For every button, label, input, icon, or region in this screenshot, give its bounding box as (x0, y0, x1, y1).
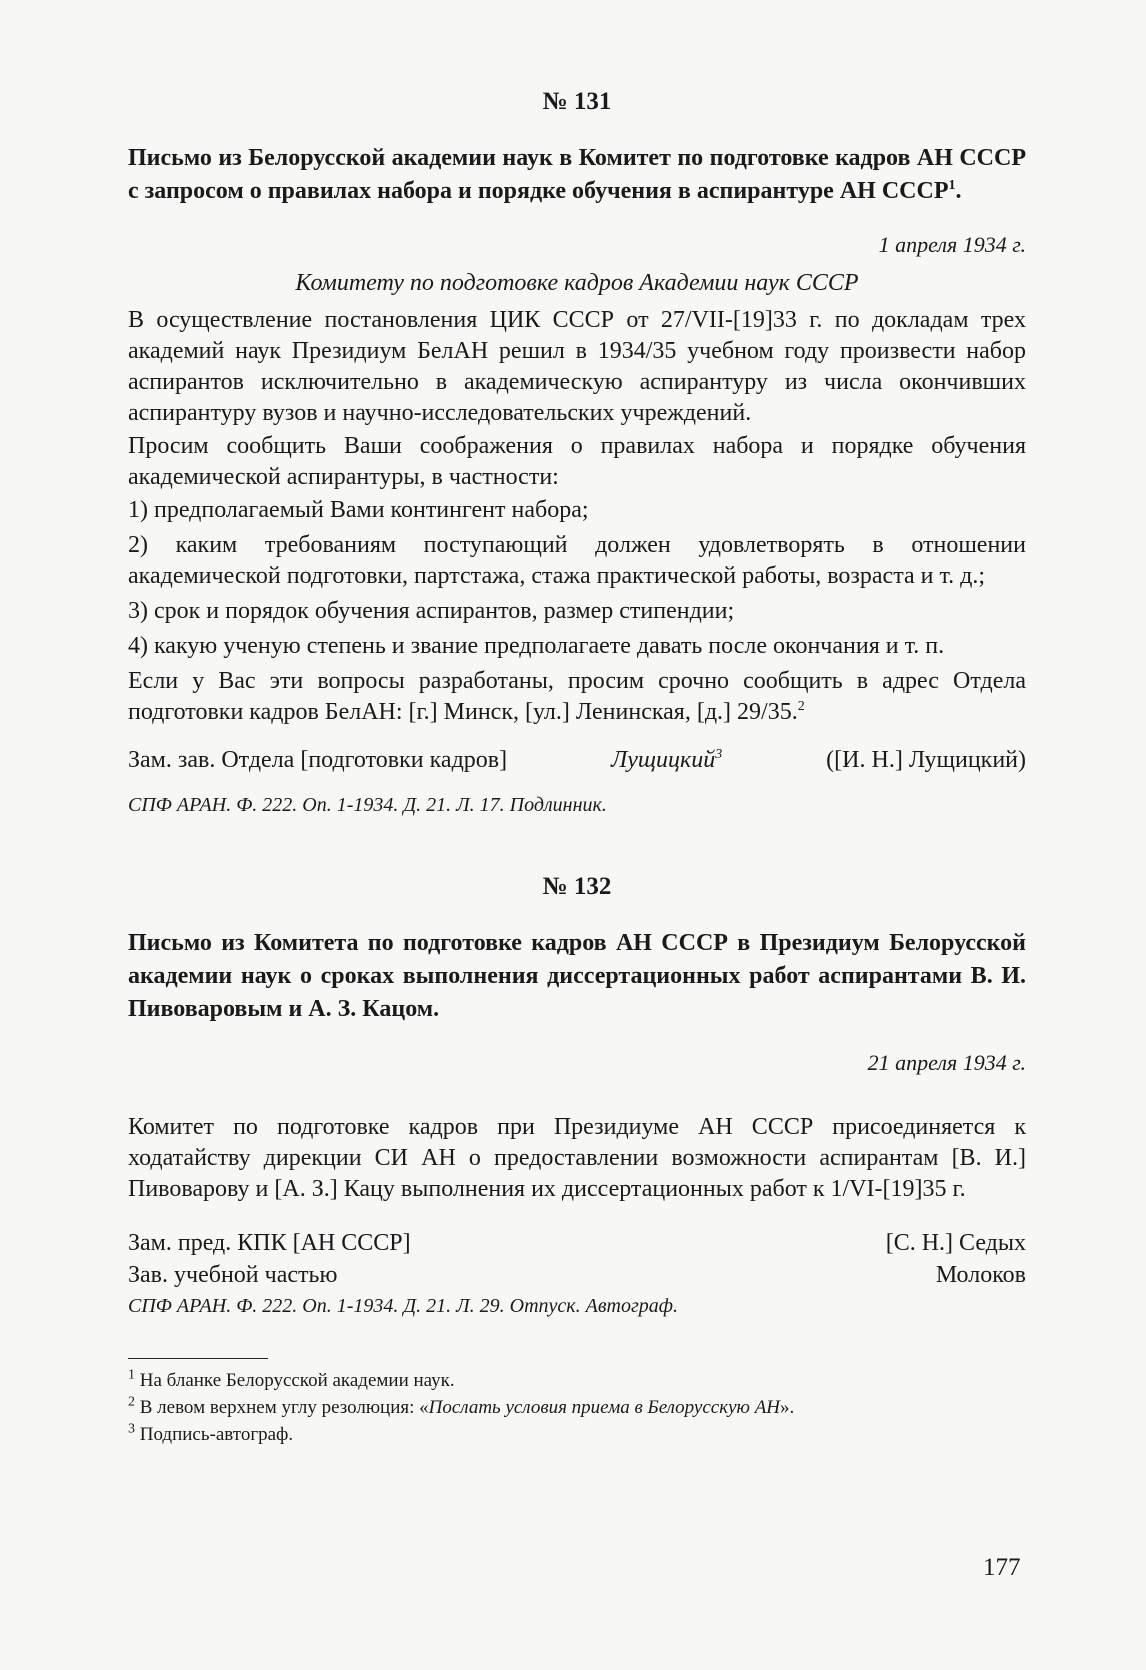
list-item: 4) какую ученую степень и звание предполагаете давать после окончания и т. п. (128, 633, 945, 659)
signer-name: [С. Н.] Седых (885, 1230, 1026, 1256)
footnote: $^2$ В левом верхнем углу резолюция: «Послать условия приема в Белорусскую АН». (128, 1394, 795, 1418)
document-title: Письмо из Белорусской академии наук в Комитет по подготовке кадров АН СССР с запросом о правилах набора и порядке обучения в аспирантуре АН СССР$^1$. (128, 145, 1026, 204)
signer-position: Зав. учебной частью (128, 1262, 338, 1288)
page-number: 177 (983, 1554, 1021, 1581)
footnotes (128, 1367, 1026, 1448)
document-number: № 131 (542, 88, 612, 115)
footnote: $^1$ На бланке Белорусской академии наук. (128, 1367, 455, 1391)
document-date: 1 апреля 1934 г. (878, 232, 1026, 257)
document-date: 21 апреля 1934 г. (867, 1050, 1026, 1075)
list-item: 2) каким требованиям поступающий должен удовлетворять в отношении академической подготовки, партстажа, стажа практической работы, возраста и т. д.; (128, 532, 1026, 589)
paragraph: Комитет по подготовке кадров при Президиуме АН СССР присоединяется к ходатайству дирекции СИ АН о предоставлении возможности аспирантам [В. И.] Пивоварову и [А. З.] Кацу выполнения их диссертационных работ к 1/VI-[19]35 г. (128, 1114, 1026, 1202)
footnote-ref: 2 (797, 699, 805, 714)
signature-row (128, 1227, 1026, 1259)
footnote: $^3$ Подпись-автограф. (128, 1421, 294, 1445)
paragraph: В осуществление постановления ЦИК СССР от 27/VII-[19]33 г. по докладам трех академий наук Президиум БелАН решил в 1934/35 учебном году произвести набор аспирантов исключительно в академическую аспирантуру из числа окончивших аспирантуру вузов и научно-исследовательских учреждений. (128, 307, 1026, 426)
list-item: 1) предполагаемый Вами контингент набора; (128, 497, 589, 523)
archival-source: СПФ АРАН. Ф. 222. Оп. 1-1934. Д. 21. Л. 29. Отпуск. Автограф. (128, 1295, 678, 1317)
footnote-ref: 1 (948, 178, 956, 193)
signer-position: Зам. пред. КПК [АН СССР] (128, 1230, 411, 1256)
page-content (128, 88, 1026, 1448)
paragraph: Просим сообщить Ваши соображения о правилах набора и порядке обучения академической аспирантуры, в частности: (128, 433, 1026, 490)
signer-position: Зам. зав. Отдела [подготовки кадров] (128, 747, 508, 773)
footnote-divider (128, 1358, 268, 1359)
signature-row (128, 744, 1026, 776)
document-132 (128, 873, 1026, 1318)
addressee: Комитету по подготовке кадров Академии наук СССР (295, 270, 859, 296)
paragraph: Если у Вас эти вопросы разработаны, просим срочно сообщить в адрес Отдела подготовки кадров БелАН: [г.] Минск, [ул.] Ленинская, [д.] 29/35.$^2$ (128, 668, 1026, 725)
list-item: 3) срок и порядок обучения аспирантов, размер стипендии; (128, 598, 735, 624)
signature-row (128, 1259, 1026, 1291)
signer-autograph: Лущицкий$^3$ (611, 747, 723, 773)
document-title: Письмо из Комитета по подготовке кадров АН СССР в Президиум Белорусской академии наук о сроках выполнения диссертационных работ аспирантами В. И. Пивоваровым и А. З. Кацом. (128, 930, 1026, 1022)
footnote-ref: 3 (715, 747, 723, 762)
document-131 (128, 88, 1026, 817)
archival-source: СПФ АРАН. Ф. 222. Оп. 1-1934. Д. 21. Л. 17. Подлинник. (128, 794, 607, 816)
signer-name: Молоков (935, 1262, 1026, 1288)
signer-name: ([И. Н.] Лущицкий) (826, 747, 1026, 773)
document-number: № 132 (542, 873, 612, 900)
